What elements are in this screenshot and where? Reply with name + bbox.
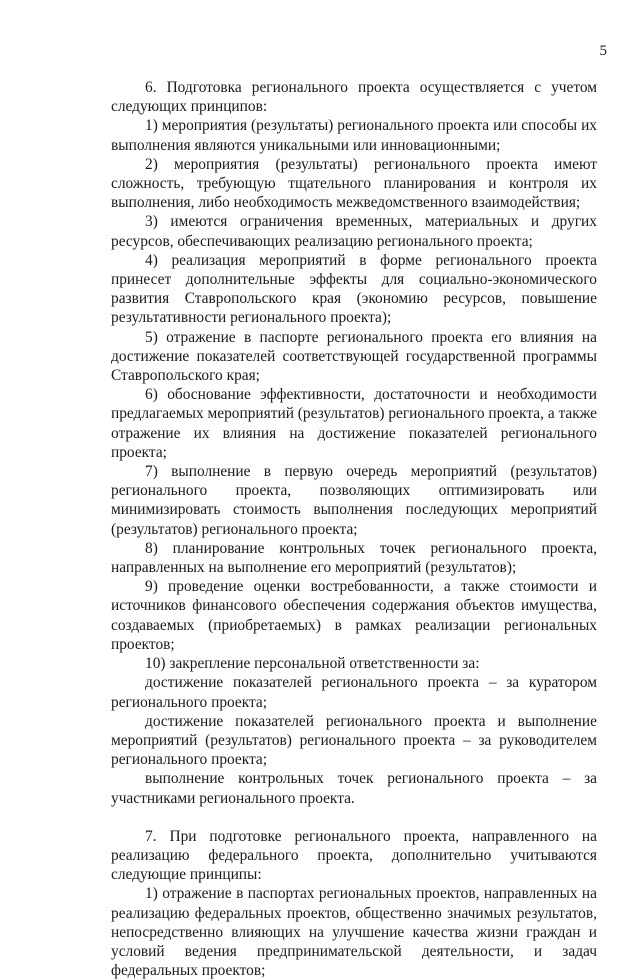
paragraph-responsibility-head: достижение показателей регионального проекта и выполнение мероприятий (результатов) регионального проекта – за руководителем регионального проекта; xyxy=(111,712,597,769)
paragraph-section-7-intro: 7. При подготовке регионального проекта, направленного на реализацию федерального проекта, дополнительно учитываются следующие принципы: xyxy=(111,827,597,884)
paragraph-principle-3: 3) имеются ограничения временных, материальных и других ресурсов, обеспечивающих реализацию регионального проекта; xyxy=(111,213,597,250)
paragraph-section-6-intro: 6. Подготовка регионального проекта осуществляется с учетом следующих принципов: xyxy=(111,79,597,116)
paragraph-section-7-principle-1: 1) отражение в паспортах региональных проектов, направленных на реализацию федеральных проектов, общественно значимых результатов, непосредственно влияющих на улучшение качества жизни граждан и условий ведения предпринимательской деятельности, и задач федеральных проектов; xyxy=(111,885,597,980)
paragraph-principle-4: 4) реализация мероприятий в форме регионального проекта принесет дополнительные эффекты для социально-экономического развития Ставропольского края (экономию ресурсов, повышение результативности регионального проекта); xyxy=(111,251,597,327)
paragraph-principle-5: 5) отражение в паспорте регионального проекта его влияния на достижение показателей соответствующей государственной программы Ставропольского края; xyxy=(111,328,597,385)
paragraph-principle-2: 2) мероприятия (результаты) регионального проекта имеют сложность, требующую тщательного планирования и контроля их выполнения, либо необходимость межведомственного взаимодействия; xyxy=(111,155,597,212)
page-number: 5 xyxy=(599,43,607,59)
paragraph-responsibility-curator: достижение показателей регионального проекта – за куратором регионального проекта; xyxy=(111,674,597,711)
paragraph-principle-7: 7) выполнение в первую очередь мероприятий (результатов) регионального проекта, позволяющих оптимизировать или минимизировать стоимость выполнения последующих мероприятий (результатов) регионального проекта; xyxy=(111,463,597,538)
document-body xyxy=(111,78,597,980)
paragraph-principle-8: 8) планирование контрольных точек регионального проекта, направленных на выполнение его мероприятий (результатов); xyxy=(111,539,597,577)
paragraph-principle-9: 9) проведение оценки востребованности, а также стоимости и источников финансового обеспечения содержания объектов имущества, создаваемых (приобретаемых) в рамках реализации региональных проектов; xyxy=(111,578,597,653)
paragraph-principle-6: 6) обоснование эффективности, достаточности и необходимости предлагаемых мероприятий (результатов) регионального проекта, а также отражение их влияния на достижение показателей регионального проекта; xyxy=(111,386,597,461)
paragraph-principle-1: 1) мероприятия (результаты) регионального проекта или способы их выполнения являются уникальными или инновационными; xyxy=(111,117,597,154)
paragraph-responsibility-participants: выполнение контрольных точек регионального проекта – за участниками регионального проекта. xyxy=(111,770,597,807)
paragraph-principle-10: 10) закрепление персональной ответственности за: xyxy=(145,655,480,673)
